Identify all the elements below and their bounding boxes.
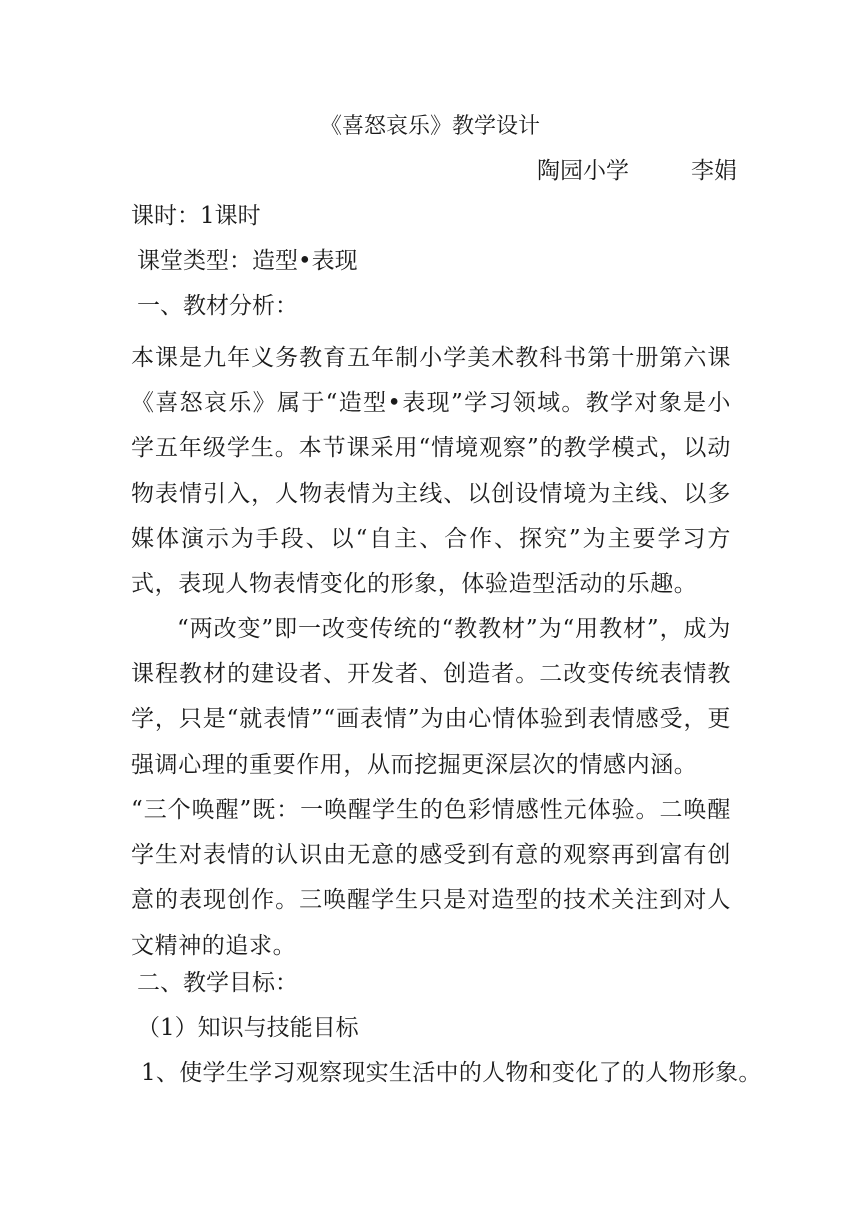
objective1-heading: （1）知识与技能目标 — [137, 1015, 359, 1041]
section1-heading: 一、教材分析： — [137, 293, 298, 319]
analysis-paragraph-1: 本课是九年义务教育五年制小学美术教科书第十册第六课《喜怒哀乐》属于“造型•表现”学习领域。教学对象是小学五年级学生。本节课采用“情境观察”的教学模式，以动物表情引入，人物表情为主线、以创设情境为主线、以多媒体演示为手段、以“自主、合作、探究”为主要学习方式，表现人物表情变化的形象，体验造型活动的乐趣。 — [131, 345, 731, 598]
section2-heading: 二、教学目标： — [137, 970, 298, 996]
class-hours-line: 课时：1课时 — [131, 203, 261, 229]
author-name: 李娟 — [691, 158, 737, 184]
document-title: 《喜怒哀乐》教学设计 — [319, 114, 540, 139]
objective1-item1: 1、使学生学习观察现实生活中的人物和变化了的人物形象。 — [141, 1060, 762, 1086]
author-school: 陶园小学 — [537, 158, 629, 184]
author-line — [537, 156, 737, 186]
class-type-line: 课堂类型：造型•表现 — [137, 248, 358, 274]
analysis-paragraph-2: “两改变”即一改变传统的“教教材”为“用教材”，成为课程教材的建设者、开发者、创造者。二改变传统表情教学，只是“就表情”“画表情”为由心情体验到表情感受，更强调心理的重要作用，从而挖掘更深层次的情感内涵。 — [131, 616, 731, 778]
analysis-paragraph-3: “三个唤醒”既：一唤醒学生的色彩情感性元体验。二唤醒学生对表情的认识由无意的感受到有意的观察再到富有创意的表现创作。三唤醒学生只是对造型的技术关注到对人文精神的追求。 — [131, 797, 731, 959]
